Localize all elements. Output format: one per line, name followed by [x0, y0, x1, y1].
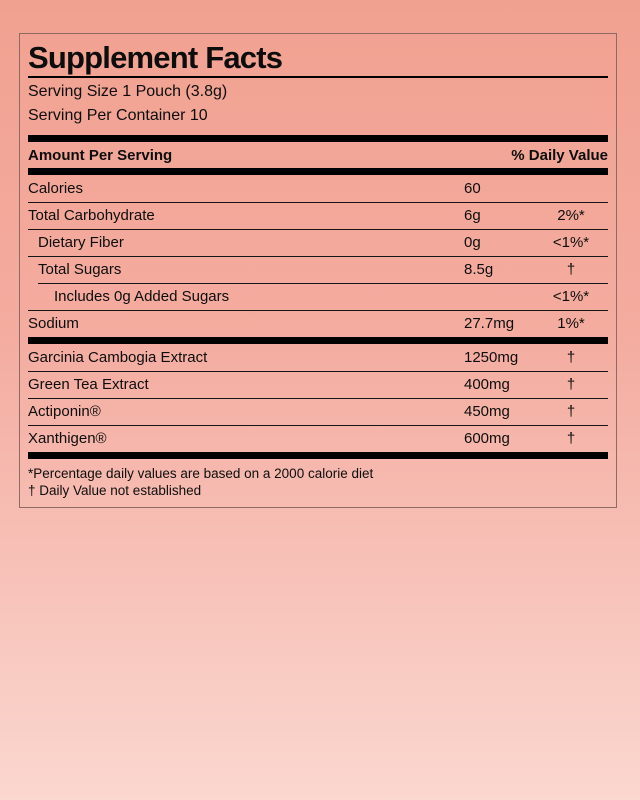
ingredient-row [28, 398, 608, 425]
row-daily-value: † [566, 403, 576, 420]
row-amount: 60 [464, 180, 481, 197]
row-daily-value: † [566, 430, 576, 447]
row-label: Green Tea Extract [28, 376, 149, 393]
panel-title: Supplement Facts [28, 34, 608, 78]
row-label: Total Carbohydrate [28, 207, 155, 224]
ingredient-row [28, 344, 608, 371]
serving-size-text: Serving Size 1 Pouch (3.8g) [28, 83, 228, 100]
servings-per-container-text: Serving Per Container 10 [28, 107, 208, 124]
row-daily-value: † [566, 261, 576, 278]
row-label: Sodium [28, 315, 79, 332]
divider-bar-top [28, 135, 608, 142]
row-amount: 8.5g [464, 261, 494, 278]
row-amount: 450mg [464, 403, 510, 420]
ingredient-table [28, 344, 608, 452]
row-label: Actiponin® [28, 403, 101, 420]
serving-info [28, 78, 608, 135]
nutrient-row [28, 256, 608, 283]
row-amount: 6g [464, 207, 481, 224]
nutrient-table [28, 175, 608, 337]
divider-bar-nutrients [28, 337, 608, 344]
nutrient-row [28, 229, 608, 256]
row-amount: 1250mg [464, 349, 519, 366]
row-daily-value: 1%* [557, 315, 585, 332]
row-daily-value: 2%* [557, 207, 585, 224]
nutrient-row [28, 310, 608, 337]
row-daily-value: <1%* [552, 234, 590, 251]
footnote-line: † Daily Value not established [28, 483, 202, 498]
divider-bar-header [28, 168, 608, 175]
row-amount: 27.7mg [464, 315, 515, 332]
ingredient-row [28, 371, 608, 398]
column-header-row [28, 142, 608, 168]
row-daily-value: † [566, 376, 576, 393]
row-daily-value: † [566, 349, 576, 366]
row-label: Xanthigen® [28, 430, 107, 447]
row-amount: 400mg [464, 376, 510, 393]
row-label: Includes 0g Added Sugars [54, 288, 230, 305]
row-label: Calories [28, 180, 84, 197]
row-amount: 0g [464, 234, 481, 251]
nutrient-row [28, 202, 608, 229]
footnotes [28, 459, 608, 507]
row-label: Garcinia Cambogia Extract [28, 349, 208, 366]
divider-bar-ingredients [28, 452, 608, 459]
row-amount: 600mg [464, 430, 510, 447]
footnote-line: *Percentage daily values are based on a 2000 calorie diet [28, 466, 374, 481]
ingredient-row [28, 425, 608, 452]
nutrient-row [28, 175, 608, 202]
daily-value-header: % Daily Value [511, 146, 608, 164]
row-daily-value: <1%* [552, 288, 590, 305]
amount-per-serving-header: Amount Per Serving [28, 146, 173, 164]
supplement-facts-panel [19, 33, 617, 508]
row-label: Total Sugars [38, 261, 122, 278]
nutrient-row [28, 283, 608, 310]
row-label: Dietary Fiber [38, 234, 124, 251]
